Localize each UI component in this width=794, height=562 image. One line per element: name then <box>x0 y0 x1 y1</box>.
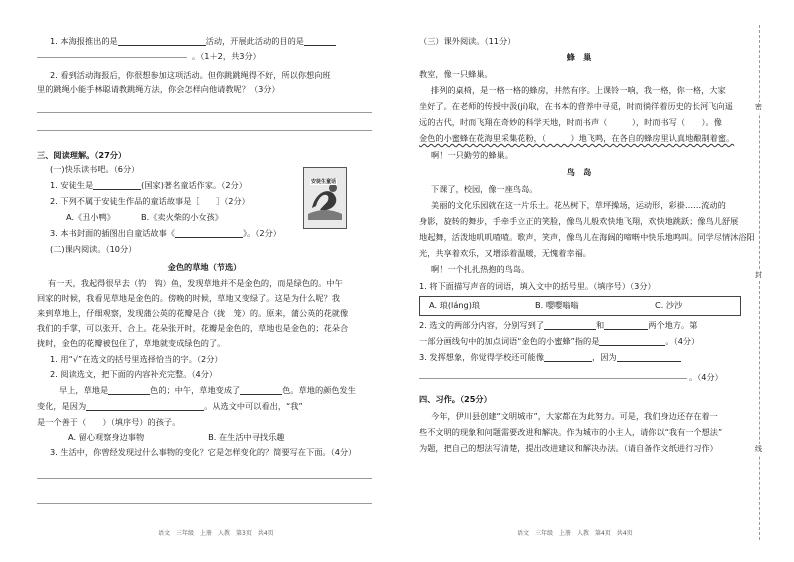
essay-prompt-line: 为题，把自己的想法写清楚，提出改进建议和解决办法。（请自备作文纸进行习作） <box>419 443 718 453</box>
answer-blank[interactable] <box>304 36 336 46</box>
part-2-question-2-line-b: 变化，是因为 。从选文中可以看出，“我” <box>37 401 303 411</box>
passage-1-title: 蜂 巢 <box>566 52 592 62</box>
answer-line[interactable] <box>37 478 372 479</box>
passage-line: 地起舞，活泼地叽叽喳喳。歌声，笑声，像鸟儿在海阔的啼啭中快乐地鸣叫。同学尽情沐浴阳 <box>419 232 755 242</box>
answer-blank[interactable] <box>93 180 141 190</box>
part-1-question-2-options: A.《丑小鸭》 B.《卖火柴的小女孩》 <box>66 212 223 222</box>
passage-line: 排列的桌椅，是一格一格的蜂房，井然有序。上课铃一响，我一格，你一格，大家 <box>431 85 726 95</box>
part-1-question-2: 2. 下列不属于安徒生作品的童话故事是［ ］（2分） <box>50 196 250 206</box>
passage-line: 啊！一个扎扎热抱的鸟岛。 <box>431 264 530 274</box>
part-2-question-2: 2. 阅读选文，把下面的内容补充完整。（4分） <box>50 369 218 379</box>
book-cover-image <box>303 167 347 229</box>
essay-prompt-line: 些不文明的现象和问题需要改进和解决。作为城市的小主人，请你以“我有一个想法” <box>419 427 723 437</box>
answer-blank[interactable] <box>617 352 681 362</box>
passage-line: 教室，像一只蜂巢。 <box>419 69 493 79</box>
answer-blank[interactable] <box>86 401 204 411</box>
swan-illustration-icon <box>304 168 346 228</box>
answer-blank[interactable] <box>604 320 648 330</box>
question-2-line-2: 里的跳绳小能手林聪请教跳绳方法，你会怎样向他请教呢？（3分） <box>37 84 280 94</box>
seal-label: 封 <box>755 271 762 279</box>
answer-blank[interactable] <box>118 36 206 46</box>
answer-line[interactable] <box>419 378 687 379</box>
part-2-question-2-line-c: 是一个善于（ ）（填序号）的孩子。 <box>37 417 181 427</box>
passage-line: 身影，旋转的舞步，手牵手立正的笑脸，像鸟儿般欢快地飞翔，欢快地跳跃；像鸟儿舒展 <box>419 216 739 226</box>
part-3-question-2-line-2: 一部分画线句中的加点词语“金色的小蜜蜂”指的是 。（4分） <box>419 336 700 346</box>
option-a: A. 琅(láng)琅 <box>429 300 481 310</box>
answer-blank[interactable] <box>544 320 596 330</box>
passage-line: 啊！一只勤劳的蜂巢。 <box>431 150 513 160</box>
question-1: 1. 本海报推出的是 活动，开展此活动的目的是 <box>50 36 336 47</box>
book-title: 安徒生童话 <box>311 179 337 185</box>
part-1-question-3: 3. 本书封面的插图出自童话故事《 》。（2分） <box>50 228 281 238</box>
part-1-heading: (一)快乐读书吧。（6分） <box>50 164 140 174</box>
seal-label: 线 <box>755 445 762 453</box>
passage-underlined-line: 金色的小蜜蜂在花海里采集花粉，（ ）地飞鸣，在各自的蜂房里认真地酿制着蜜。 <box>419 133 735 143</box>
part-3-question-3: 3. 发挥想象，你觉得学校还可能像 ，因为 <box>419 352 681 363</box>
answer-blank[interactable] <box>108 385 150 395</box>
story-line: 回家的时候，我看见草地是金色的。傍晚的时候，草地又变绿了。这是为什么呢？我 <box>37 293 340 303</box>
question-1-score: 。（1＋2，共3分） <box>192 51 261 61</box>
answer-blank[interactable] <box>240 385 282 395</box>
passage-line: 坐好了。在老师的传授中汲(jí)取，在书本的营养中寻觅，时而徜徉着历史的长河飞向遥 <box>419 101 733 111</box>
passage-line: 光，共享着欢乐，又增添着温暖，无愧着幸福。 <box>419 248 591 258</box>
story-line: 拢时，金色的花瓣被包住了，草地就变成绿色的了。 <box>37 338 226 348</box>
part-3-question-1: 1. 将下面描写声音的词语，填入文中的括号里。（填序号）（3分） <box>419 281 656 291</box>
section-3-heading: 三、阅读理解。（27分） <box>37 150 127 160</box>
page-footer: 语文 三年级 上册 人教 第4页 共4页 <box>517 530 633 537</box>
question-2-line-1: 2. 看到活动海报后，你很想参加这项活动。但你跳跳绳得不好，所以你想向班 <box>50 70 331 80</box>
section-4-heading: 四、习作。（25分） <box>419 394 492 404</box>
answer-line[interactable] <box>37 130 372 131</box>
seal-label: 密 <box>755 103 762 111</box>
part-2-question-3: 3. 生活中，你曾经发现过什么事物的变化？它是怎样变化的？简要写在下面。（4分） <box>50 447 357 457</box>
answer-line[interactable] <box>37 503 372 504</box>
answer-blank[interactable] <box>599 336 665 346</box>
option-b: B. 嘤嘤嗡嗡 <box>535 300 579 310</box>
page-footer: 语文 三年级 上册 人教 第3页 共4页 <box>158 530 274 537</box>
part-3-question-2-line-1: 2. 选文的两部分内容，分别写到了 和 两个地方。第 <box>419 320 698 330</box>
part-1-question-1: 1. 安徒生是 (国家)著名童话作家。（2分） <box>50 180 247 190</box>
passage-line: 远的古代，时而飞翔在奇妙的科学天地，时而书声（ ），时而书写（ ）。像 <box>419 117 722 127</box>
part-3-heading: （三）课外阅读。（11分） <box>419 36 516 46</box>
answer-line[interactable] <box>37 112 372 113</box>
answer-blank[interactable] <box>175 228 243 238</box>
essay-prompt-line: 今年，伊川县创建“文明城市”，大家都在为此努力。可是，我们身边还存在着一 <box>431 411 718 421</box>
story-title: 金色的草地（节选） <box>167 262 242 272</box>
story-line: 我们的手掌，可以张开、合上。花朵张开时，花瓣是金色的，草地也是金色的；花朵合 <box>37 323 349 333</box>
passage-line: 美丽的文化乐园就在这一片乐土。花丛树下，草坪操场，运动形，彩褂……流动的 <box>431 200 726 210</box>
part-2-question-2-line-a: 早上，草地是 色的；中午，草地变成了 色。草地的颜色发生 <box>59 385 356 395</box>
passage-2-title: 鸟 岛 <box>566 167 592 177</box>
story-line: 来到草地上，仔细观察，发现蒲公英的花瓣是合（拢 笼）的。原来，蒲公英的花就像 <box>37 308 349 318</box>
right-page <box>397 0 794 562</box>
part-3-question-3-score: 。（4分） <box>689 372 723 382</box>
part-2-question-2-options: A. 留心观察身边事物 B. 在生活中寻找乐趣 <box>68 432 285 442</box>
option-c: C. 沙沙 <box>655 300 683 310</box>
story-line: 有一天，我起得很早去（钓 钩）鱼，发现草地并不是金色的，而是绿色的。中午 <box>48 278 343 288</box>
part-2-heading: (二)课内阅读。（10分） <box>50 244 137 254</box>
part-2-question-1: 1. 用“√”在选文的括号里选择恰当的字。（2分） <box>50 354 223 364</box>
answer-line[interactable] <box>37 57 187 58</box>
answer-blank[interactable] <box>544 352 592 362</box>
passage-line: 下课了，校园，像一座鸟岛。 <box>431 184 538 194</box>
